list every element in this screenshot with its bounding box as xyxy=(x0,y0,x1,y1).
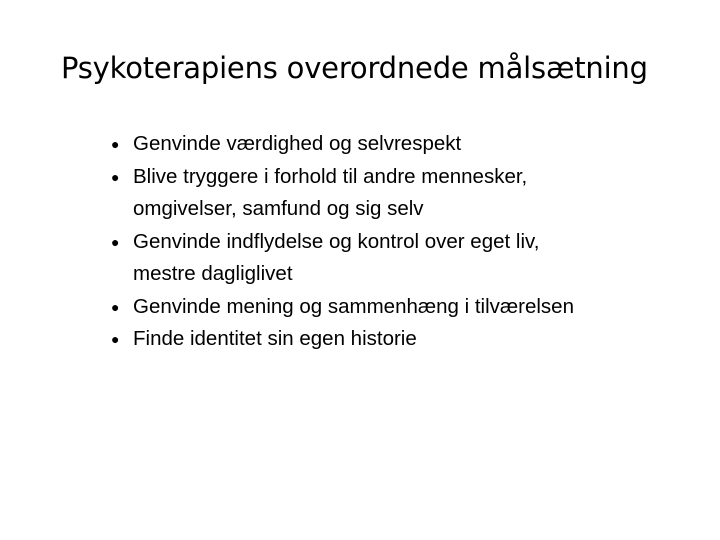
bullet-line: Genvinde indflydelse og kontrol over eget liv, xyxy=(133,229,540,253)
bullet-line: Genvinde værdighed og selvrespekt xyxy=(133,132,462,155)
bullet-icon: ● xyxy=(111,298,120,315)
list-item xyxy=(110,323,680,356)
list-item xyxy=(110,226,680,291)
list-item xyxy=(110,291,680,324)
bullet-icon: ● xyxy=(111,168,120,185)
list-item xyxy=(110,161,680,226)
bullet-line: Finde identitet sin egen historie xyxy=(133,327,417,350)
bullet-line: mestre dagliglivet xyxy=(133,262,293,285)
bullet-icon: ● xyxy=(111,136,120,152)
bullet-line: omgivelser, samfund og sig selv xyxy=(133,197,424,220)
bullet-line: Blive tryggere i forhold til andre mennesker, xyxy=(133,164,528,188)
list-item xyxy=(110,128,680,161)
bullet-icon: ● xyxy=(111,331,120,347)
slide-title: Psykoterapiens overordnede målsætning xyxy=(61,51,648,85)
bullet-line: Genvinde mening og sammenhæng i tilværelsen xyxy=(133,294,574,318)
bullet-icon: ● xyxy=(111,233,120,250)
bullet-list xyxy=(110,128,680,356)
